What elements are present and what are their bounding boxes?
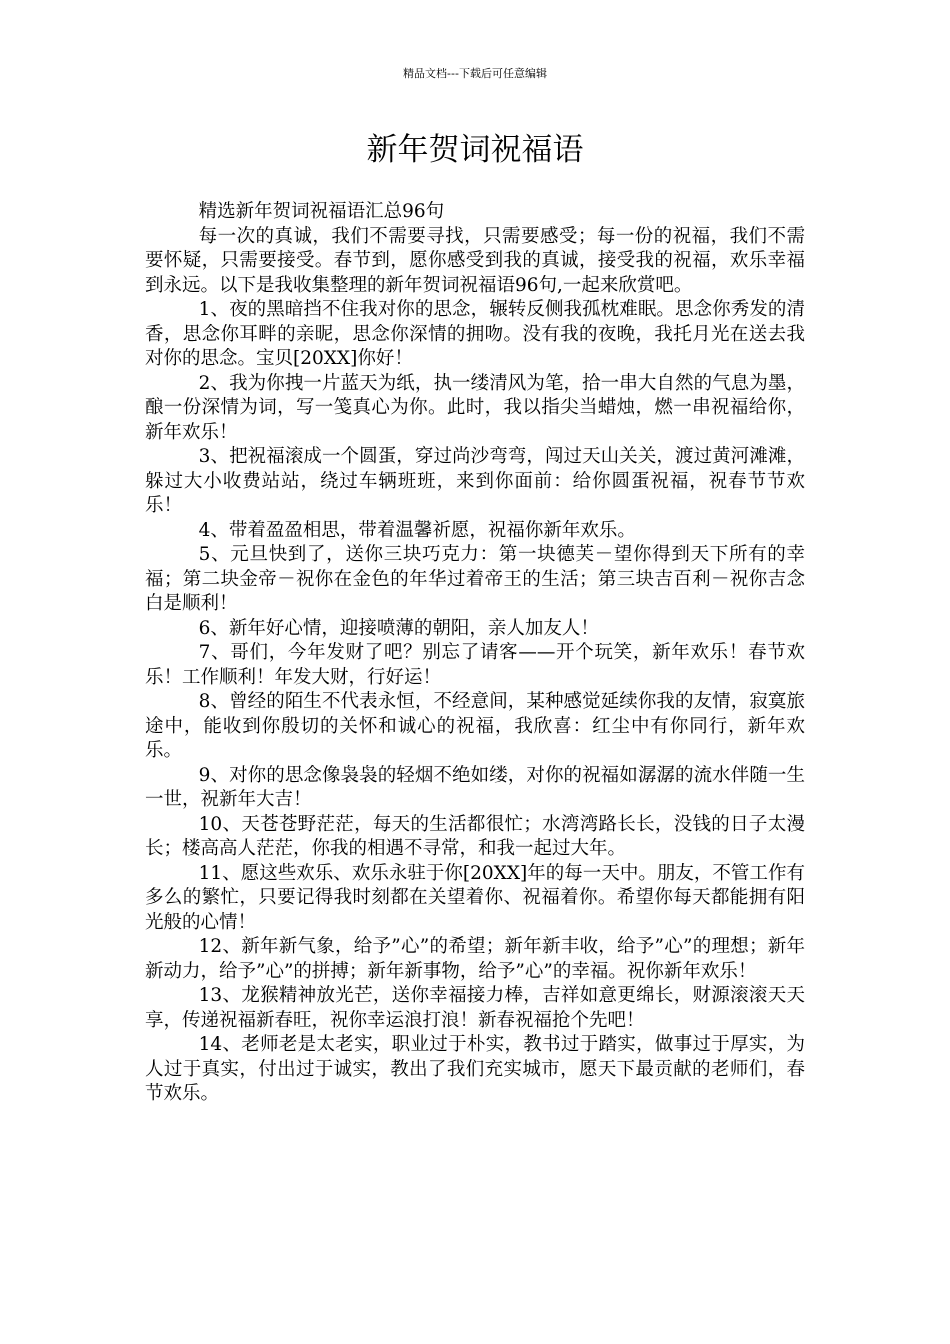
paragraph: 每一次的真诚，我们不需要寻找，只需要感受；每一份的祝福，我们不需要怀疑，只需要接受。春节到，愿你感受到我的真诚，接受我的祝福，欢乐幸福到永远。以下是我收集整理的新年贺词祝福语96句,一起来欣赏吧。	[145, 225, 805, 296]
page-header: 精品文档---下载后可任意编辑	[403, 67, 547, 80]
paragraph: 10、天苍苍野茫茫，每天的生活都很忙；水湾湾路长长，没钱的日子太漫长；楼高高人茫茫，你我的相遇不寻常，和我一起过大年。	[145, 813, 805, 859]
document-body	[145, 200, 805, 1107]
paragraph: 13、龙猴精神放光芒，送你幸福接力棒，吉祥如意更绵长，财源滚滚天天享，传递祝福新春旺，祝你幸运浪打浪！新春祝福抢个先吧！	[145, 985, 805, 1031]
paragraph: 5、元旦快到了，送你三块巧克力：第一块德芙－望你得到天下所有的幸福；第二块金帝－祝你在金色的年华过着帝王的生活；第三块吉百利－祝你吉念白是顺利！	[145, 544, 805, 614]
document-title: 新年贺词祝福语	[366, 132, 584, 168]
paragraph: 4、带着盈盈相思，带着温馨祈愿，祝福你新年欢乐。	[198, 519, 636, 541]
subtitle: 精选新年贺词祝福语汇总96句	[198, 201, 445, 222]
paragraph: 8、曾经的陌生不代表永恒，不经意间，某种感觉延续你我的友情，寂寞旅途中，能收到你殷切的关怀和诚心的祝福，我欣喜：红尘中有你同行，新年欢乐。	[145, 691, 805, 761]
paragraph: 2、我为你拽一片蓝天为纸，执一缕清风为笔，拾一串大自然的气息为墨，酿一份深情为词，写一笺真心为你。此时，我以指尖当蜡烛，燃一串祝福给你，新年欢乐！	[145, 372, 805, 443]
paragraph: 1、夜的黑暗挡不住我对你的思念，辗转反侧我孤枕难眠。思念你秀发的清香，思念你耳畔的亲昵，思念你深情的拥吻。没有我的夜晚，我托月光在送去我对你的思念。宝贝[20XX]你好！	[145, 299, 805, 369]
paragraph: 14、老师老是太老实，职业过于朴实，教书过于踏实，做事过于厚实，为人过于真实，付出过于诚实，教出了我们充实城市，愿天下最贡献的老师们，春节欢乐。	[145, 1034, 805, 1104]
paragraph: 3、把祝福滚成一个圆蛋，穿过尚沙弯弯，闯过天山关关，渡过黄河滩滩，躲过大小收费站站，绕过车辆班班，来到你面前：给你圆蛋祝福，祝春节节欢乐！	[145, 446, 805, 516]
paragraph: 12、新年新气象，给予”心”的希望；新年新丰收，给予”心”的理想；新年新动力，给予”心”的拼搏；新年新事物，给予”心”的幸福。祝你新年欢乐！	[145, 936, 805, 982]
paragraph: 9、对你的思念像袅袅的轻烟不绝如缕，对你的祝福如潺潺的流水伴随一生一世，祝新年大吉！	[145, 764, 805, 810]
paragraph: 7、哥们，今年发财了吧？别忘了请客——开个玩笑，新年欢乐！春节欢乐！工作顺利！年发大财，行好运！	[145, 642, 805, 688]
paragraph: 6、新年好心情，迎接喷薄的朝阳，亲人加友人！	[198, 617, 599, 639]
paragraph: 11、愿这些欢乐、欢乐永驻于你[20XX]年的每一天中。朋友，不管工作有多么的繁忙，只要记得我时刻都在关望着你、祝福着你。希望你每天都能拥有阳光般的心情！	[145, 862, 805, 933]
